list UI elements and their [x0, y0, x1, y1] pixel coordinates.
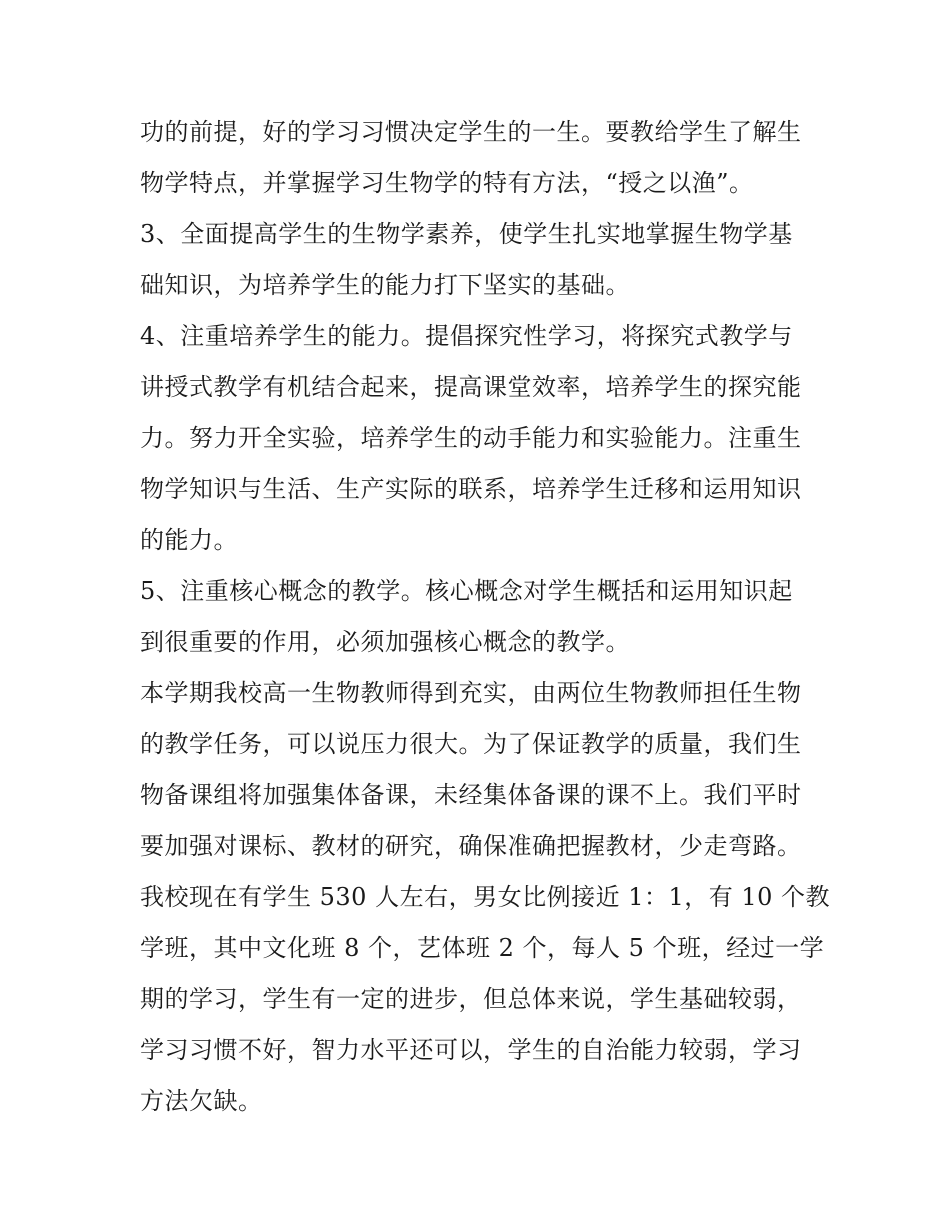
- text-line: 讲授式教学有机结合起来，提高课堂效率，培养学生的探究能: [140, 373, 802, 401]
- text-line: 学班，其中文化班 8 个，艺体班 2 个，每人 5 个班，经过一学: [140, 934, 825, 962]
- text-line: 的能力。: [140, 526, 238, 554]
- body-text: [140, 107, 831, 1127]
- text-line: 物备课组将加强集体备课，未经集体备课的课不上。我们平时: [140, 781, 802, 809]
- text-line: 5、注重核心概念的教学。核心概念对学生概括和运用知识起: [140, 577, 793, 605]
- text-line: 到很重要的作用，必须加强核心概念的教学。: [140, 628, 630, 656]
- text-line: 方法欠缺。: [140, 1087, 263, 1115]
- text-line: 功的前提，好的学习习惯决定学生的一生。要教给学生了解生: [140, 118, 802, 146]
- text-line: 础知识，为培养学生的能力打下坚实的基础。: [140, 271, 630, 299]
- text-line: 力。努力开全实验，培养学生的动手能力和实验能力。注重生: [140, 424, 802, 452]
- text-line: 我校现在有学生 530 人左右，男女比例接近 1：1，有 10 个教: [140, 883, 831, 911]
- text-line: 物学知识与生活、生产实际的联系，培养学生迁移和运用知识: [140, 475, 802, 503]
- text-line: 要加强对课标、教材的研究，确保准确把握教材，少走弯路。: [140, 832, 802, 860]
- text-line: 期的学习，学生有一定的进步，但总体来说，学生基础较弱，: [140, 985, 802, 1013]
- text-line: 3、全面提高学生的生物学素养，使学生扎实地掌握生物学基: [140, 220, 793, 248]
- text-line: 本学期我校高一生物教师得到充实，由两位生物教师担任生物: [140, 679, 802, 707]
- text-line: 4、注重培养学生的能力。提倡探究性学习，将探究式教学与: [140, 322, 793, 350]
- text-line: 的教学任务，可以说压力很大。为了保证教学的质量，我们生: [140, 730, 802, 758]
- text-line: 学习习惯不好，智力水平还可以，学生的自治能力较弱，学习: [140, 1036, 802, 1064]
- text-line: 物学特点，并掌握学习生物学的特有方法，“授之以渔”。: [140, 169, 754, 197]
